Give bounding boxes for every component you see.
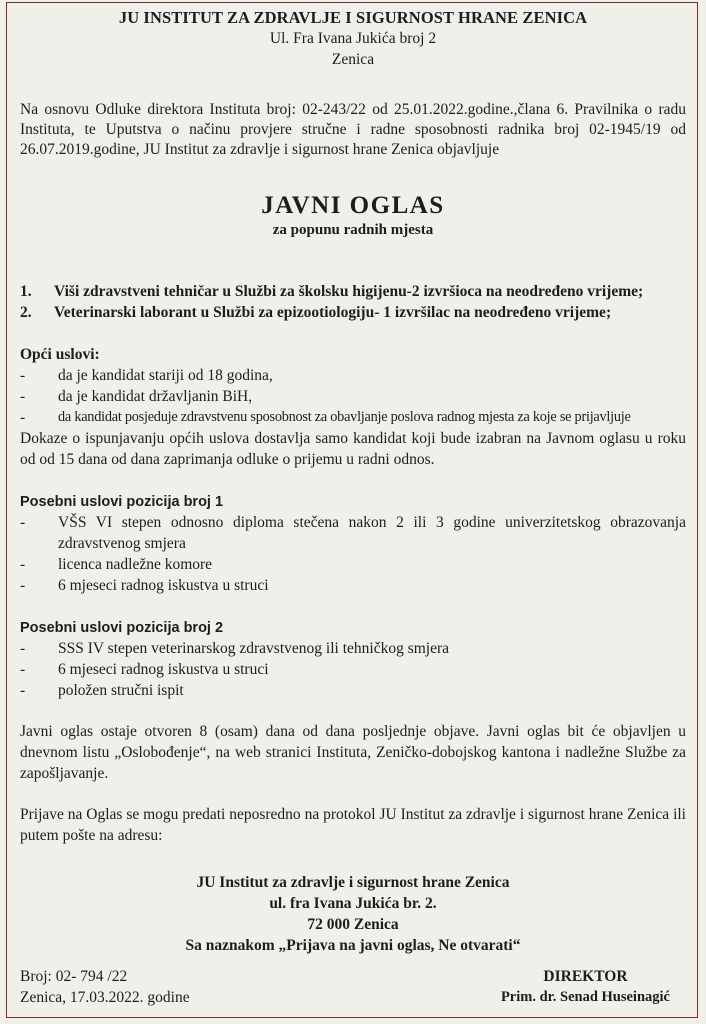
city: Zenica [331,51,375,68]
intro-paragraph: Na osnovu Odluke direktora Instituta broj: 02-243/22 od 25.01.2022.godine.,člana 6. Pravilnika o radu Instituta, te Uputstva o načinu provjere stručne i radne sposobnosti radnika broj 02-1945/19 od 26.07.2019.godine, JU Institut za zdravlje i sigurnost hrane Zenica objavljuje [20,101,686,158]
positions-list [20,281,686,323]
condition-text: da je kandidat stariji od 18 godina, [58,367,273,384]
duration-paragraph: Javni oglas ostaje otvoren 8 (osam) dana od dana posljednje objave. Javni oglas bit će objavljen u dnevnom listu „Oslobođenje“, na web stranici Instituta, Zeničko-dobojskog kantona i nadležne Službe za zapošljavanje. [20,723,686,782]
condition-text: 6 mjeseci radnog iskustva u struci [58,661,269,678]
address-line: JU Institut za zdravlje i sigurnost hrane Zenica [196,874,510,891]
ad-content [20,6,686,956]
list-item: - 6 mjeseci radnog iskustva u struci [20,659,686,680]
list-item: - licenca nadležne komore [20,554,686,575]
list-item: - položen stručni ispit [20,680,686,701]
list-item: - da je kandidat stariji od 18 godina, [20,365,686,386]
institution-name: JU INSTITUT ZA ZDRAVLJE I SIGURNOST HRANE ZENICA [118,8,588,27]
list-item: - VŠS VI stepen odnosno diploma stečena nakon 2 ili 3 godine univerzitetskog obrazovanja zdravstvenog smjera [20,514,686,552]
address-line: ul. fra Ivana Jukića br. 2. [269,895,437,912]
condition-text: 6 mjeseci radnog iskustva u struci [58,577,269,594]
position-text: Viši zdravstveni tehničar u Službi za školsku higijenu-2 izvršioca na neodređeno vrijeme; [54,283,644,300]
submission-paragraph: Prijave na Oglas se mogu predati neposredno na protokol JU Institut za zdravlje i sigurnost hrane Zenica ili putem pošte na adresu: [20,806,686,844]
position-item [20,302,686,323]
condition-text: da kandidat posjeduje zdravstvenu sposobnost za obavljanje poslova radnog mjesta za koje se prijavljuje [58,409,631,425]
reference-block [20,966,190,1008]
signatory-role: DIREKTOR [543,968,628,985]
signature-block [501,966,670,1008]
condition-text: licenca nadležne komore [58,556,213,573]
list-item: - da kandidat posjeduje zdravstvenu sposobnost za obavljanje poslova radnog mjesta za koje se prijavljuje [20,407,686,428]
position-number: 2. [20,304,32,321]
special-conditions-1-list [20,512,686,596]
address-note: Sa naznakom „Prijava na javni oglas, Ne otvarati“ [185,937,521,954]
signatory-name: Prim. dr. Senad Huseinagić [500,989,670,1005]
reference-number: Broj: 02- 794 /22 [20,968,128,985]
position-number: 1. [20,283,32,300]
ad-subtitle: za popunu radnih mjesta [272,222,434,238]
general-conditions-list [20,365,686,428]
street-address: Ul. Fra Ivana Jukića broj 2 [269,30,437,47]
list-item: - 6 mjeseci radnog iskustva u struci [20,575,686,596]
condition-text: da je kandidat državljanin BiH, [58,388,253,405]
condition-text: VŠS VI stepen odnosno diploma stečena nakon 2 ili 3 godine univerzitetskog obrazovanja zdravstvenog smjera [58,514,686,552]
special-conditions-2-title: Posebni uslovi pozicija broj 2 [20,620,224,636]
mailing-address [20,872,686,956]
position-text: Veterinarski laborant u Službi za epizootiologiju- 1 izvršilac na neodređeno vrijeme; [54,304,612,321]
list-item: - da je kandidat državljanin BiH, [20,386,686,407]
condition-text: SSS IV stepen veterinarskog zdravstvenog ili tehničkog smjera [58,640,450,657]
issue-date: Zenica, 17.03.2022. godine [20,989,190,1006]
ad-title: JAVNI OGLAS [261,192,445,219]
general-conditions-title: Opći uslovi: [20,346,100,363]
condition-text: položen stručni ispit [58,682,184,699]
special-conditions-1-title: Posebni uslovi pozicija broj 1 [20,494,224,510]
list-item: - SSS IV stepen veterinarskog zdravstvenog ili tehničkog smjera [20,638,686,659]
special-conditions-2-list [20,638,686,701]
position-item [20,281,686,302]
general-conditions-note: Dokaze o ispunjavanju općih uslova dostavlja samo kandidat koji bude izabran na Javnom oglasu u roku od od 15 dana od dana zaprimanja odluke o prijemu u radni odnos. [20,430,686,468]
address-line: 72 000 Zenica [307,916,399,933]
